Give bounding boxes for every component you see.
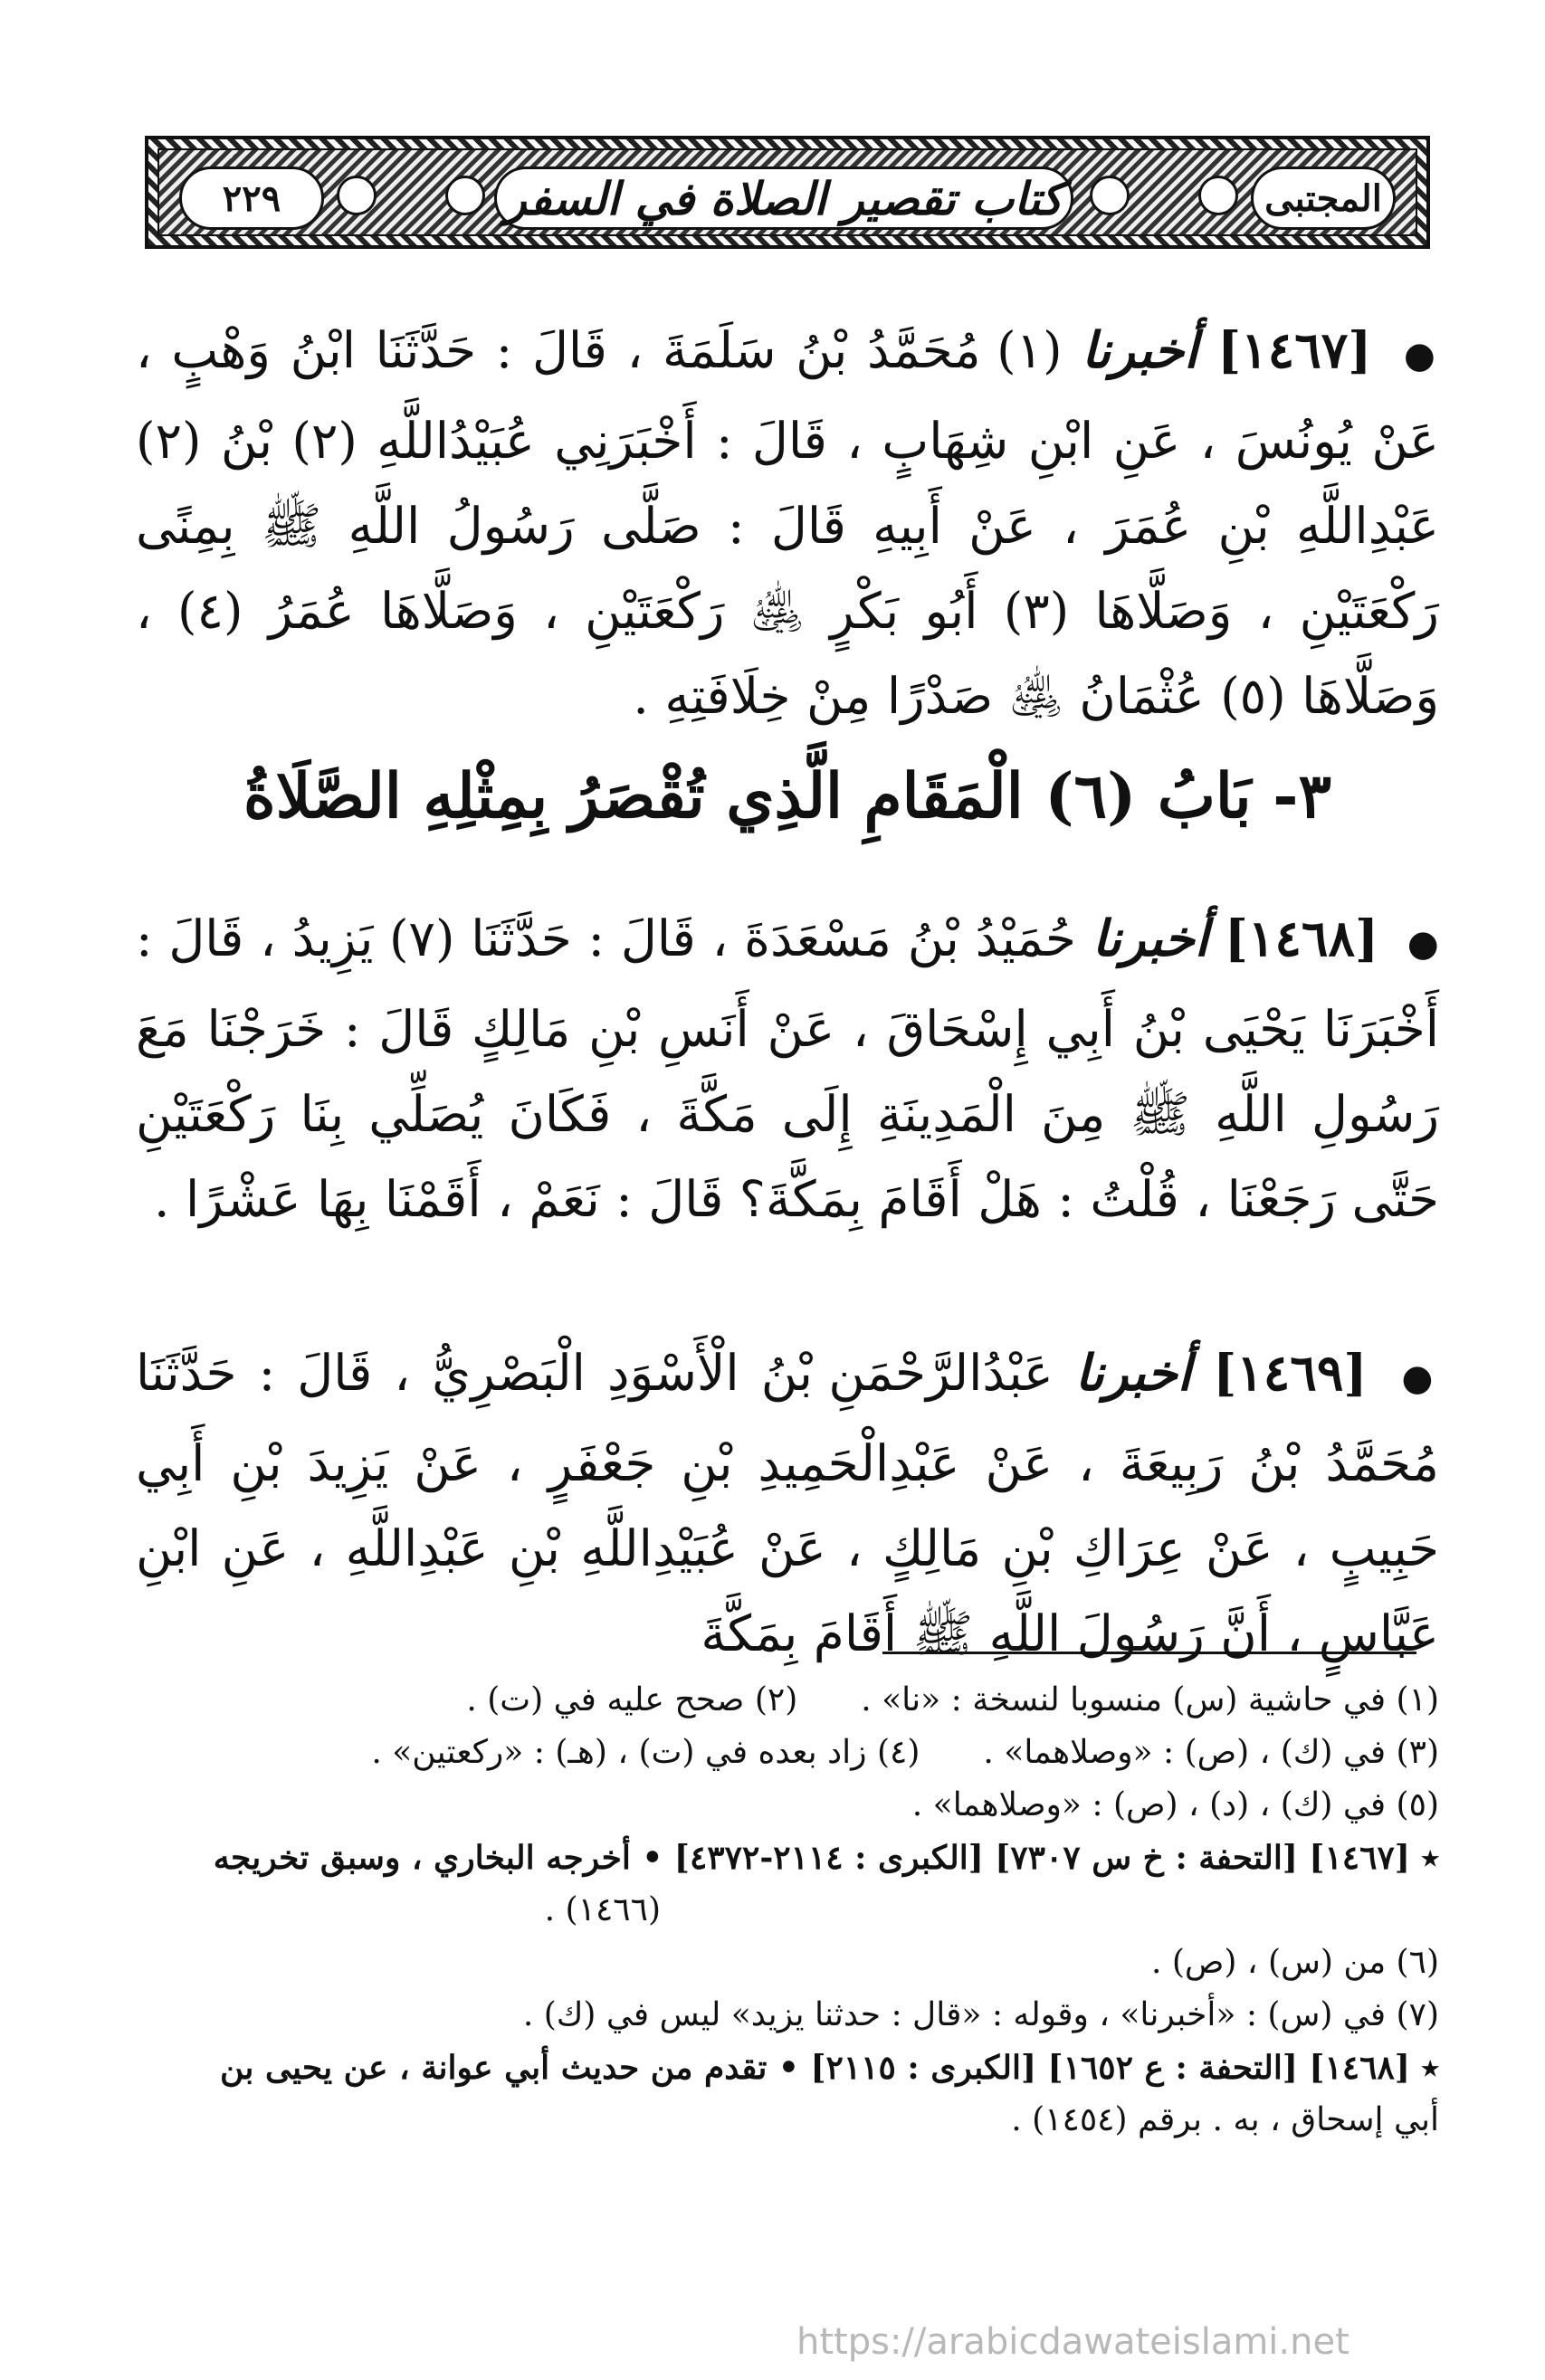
footnote-4: (٤) زاد بعده في (ت) ، (هـ) : «ركعتين» . — [371, 1734, 920, 1771]
footnote-row — [118, 1674, 1439, 1727]
hadith-opening: أخبرنا — [1092, 909, 1209, 967]
hadith-text: عَبْدُالرَّحْمَنِ بْنُ الْأَسْوَدِ الْبَصْرِيُّ ، قَالَ : حَدَّثَنَا مُحَمَّدُ بْنُ رَبِيعَةَ ، عَنْ عَبْدِالْحَمِيدِ بْنِ جَعْفَرٍ ، عَنْ يَزِيدَ بْنِ أَبِي حَبِيبٍ ، عَنْ عِرَاكِ بْنِ مَالِكٍ ، عَنْ عُبَيْدِاللَّهِ بْنِ عَبْدِاللَّهِ ، عَنِ ابْنِ عَبَّاسٍ ، أَنَّ رَسُولَ اللَّهِ ﷺ أَقَامَ بِمَكَّةَ — [136, 1344, 1439, 1662]
hadith-opening: أخبرنا — [1082, 320, 1198, 379]
hadith-text: (١) مُحَمَّدُ بْنُ سَلَمَةَ ، قَالَ : حَدَّثَنَا ابْنُ وَهْبٍ ، عَنْ يُونُسَ ، عَنِ ابْنِ شِهَابٍ ، قَالَ : أَخْبَرَنِي عُبَيْدُاللَّهِ (٢) بْنُ (٢) عَبْدِاللَّهِ بْنِ عُمَرَ ، عَنْ أَبِيهِ قَالَ : صَلَّى رَسُولُ اللَّهِ ﷺ بِمِنًى رَكْعَتَيْنِ ، وَصَلَّاهَا (٣) أَبُو بَكْرٍ ﵁ رَكْعَتَيْنِ ، وَصَلَّاهَا عُمَرُ (٤) ، وَصَلَّاهَا (٥) عُثْمَانُ ﵁ صَدْرًا مِنْ خِلَافَتِهِ . — [136, 321, 1440, 725]
ornament-knot-icon — [1198, 176, 1238, 215]
hadith-1469 — [136, 1330, 1439, 1676]
takhrij-1467-ref: (١٤٦٦) . — [544, 1891, 661, 1928]
chapter-title-cartouche — [494, 167, 1073, 230]
takhrij-1468: ٭ [١٤٦٨] [التحفة : ع ١٦٥٢] [الكبرى : ٢١١٥] • تقدم من حديث أبي عوانة ، عن يحيى بن — [220, 2049, 1439, 2087]
hadith-number: [١٤٦٨] — [1224, 909, 1379, 967]
takhrij-1468-ref: أبي إسحاق ، به . برقم (١٤٥٤) . — [1011, 2101, 1439, 2138]
hadith-opening: أخبرنا — [1074, 1343, 1192, 1402]
ornament-knot-icon — [1090, 176, 1130, 215]
footnote-divider — [882, 1652, 1416, 1654]
footnote-3: (٣) في (ك) ، (ص) : «وصلاهما» . — [983, 1734, 1439, 1771]
book-emblem: المجتبى — [1264, 176, 1382, 220]
footnote-7: (٧) في (س) : «أخبرنا» ، وقوله : «قال : حدثنا يزيد» ليس في (ك) . — [522, 1996, 1439, 2033]
chapter-heading: ٣- بَابُ (٦) الْمَقَامِ الَّذِي تُقْصَرُ بِمِثْلِهِ الصَّلَاةُ — [243, 760, 1331, 833]
page-header — [145, 136, 1430, 249]
ornament-knot-icon — [445, 176, 485, 215]
footnote-1: (١) في حاشية (س) منسوبا لنسخة : «نا» . — [861, 1681, 1439, 1718]
takhrij-1467: ٭ [١٤٦٧] [التحفة : خ س ٧٣٠٧] [الكبرى : ٢١١٤-٤٣٧٢] • أخرجه البخاري ، وسبق تخريجه — [213, 1839, 1439, 1877]
watermark: https://arabicdawateislami.net — [796, 2321, 1349, 2363]
hadith-number: [١٤٦٩] — [1213, 1343, 1368, 1402]
hadith-text: حُمَيْدُ بْنُ مَسْعَدَةَ ، قَالَ : حَدَّثَنَا (٧) يَزِيدُ ، قَالَ : أَخْبَرَنَا يَحْيَى بْنُ أَبِي إِسْحَاقَ ، عَنْ أَنَسِ بْنِ مَالِكٍ قَالَ : خَرَجْنَا مَعَ رَسُولِ اللَّهِ ﷺ مِنَ الْمَدِينَةِ إِلَى مَكَّةَ ، فَكَانَ يُصَلِّي بِنَا رَكْعَتَيْنِ حَتَّى رَجَعْنَا ، قُلْتُ : هَلْ أَقَامَ بِمَكَّةَ؟ قَالَ : نَعَمْ ، أَقَمْنَا بِهَا عَشْرًا . — [136, 909, 1439, 1228]
bullet-icon: ● — [1403, 335, 1439, 376]
footnote-5: (٥) في (ك) ، (د) ، (ص) : «وصلاهما» . — [911, 1786, 1439, 1823]
book-emblem-cartouche — [1251, 167, 1396, 230]
footnote-2: (٢) صحح عليه في (ت) . — [466, 1681, 798, 1718]
hadith-1468 — [136, 896, 1439, 1242]
bullet-icon: ● — [1401, 1357, 1440, 1399]
footnotes — [118, 1674, 1439, 2147]
hadith-number: [١٤٦٧] — [1217, 320, 1372, 379]
hadith-1467 — [136, 308, 1439, 738]
ornament-knot-icon — [337, 176, 377, 215]
page-number: ٢٢٩ — [222, 176, 281, 220]
header-ornament — [157, 148, 1417, 236]
footnote-row — [118, 1727, 1439, 1779]
chapter-title: كتاب تقصير الصلاة في السفر — [504, 171, 1063, 225]
bullet-icon: ● — [1407, 923, 1440, 965]
page-number-cartouche — [179, 167, 324, 230]
footnote-6: (٦) من (س) ، (ص) . — [1150, 1944, 1439, 1981]
